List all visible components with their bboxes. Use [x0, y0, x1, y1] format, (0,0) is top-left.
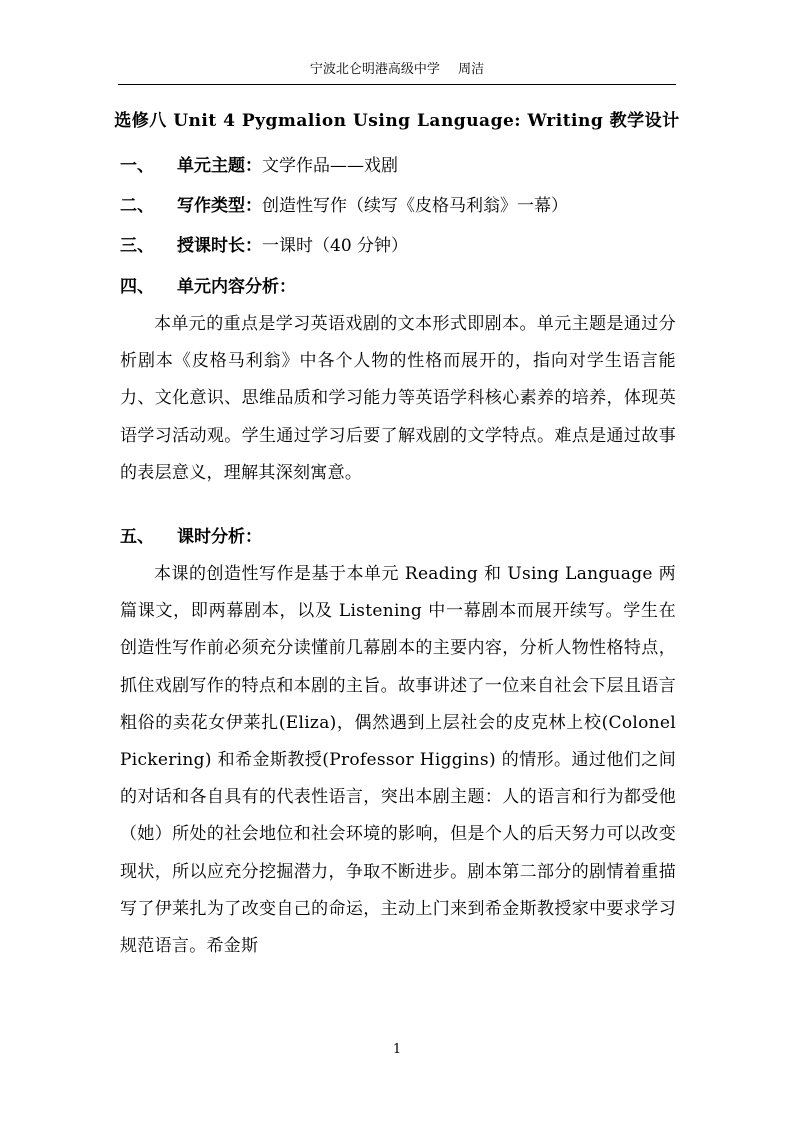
section-number: 四、	[120, 277, 154, 297]
section-number: 三、	[120, 236, 154, 256]
section-label: 课时分析：	[177, 527, 262, 547]
section-heading-5	[120, 522, 262, 547]
lesson-analysis-paragraph: 本课的创造性写作是基于本单元 Reading 和 Using Language 两篇课文，即两幕剧本，以及 Listening 中一幕剧本而展开续写。学生在创造性写作前必须充分读懂前几幕剧本的主要内容，分析人物性格特点，抓住戏剧写作的特点和本剧的主旨。故事讲述了一位来自社会下层且语言粗俗的卖花女伊莱扎(Eliza)，偶然遇到上层社会的皮克林上校(Colonel Pickering) 和希金斯教授(Professor Higgins) 的情形。通过他们之间的对话和各自具有的代表性语言，突出本剧主题：人的语言和行为都受他（她）所处的社会地位和社会环境的影响，但是个人的后天努力可以改变现状，所以应充分挖掘潜力，争取不断进步。剧本第二部分的剧情着重描写了伊莱扎为了改变自己的命运，主动上门来到希金斯教授家中要求学习规范语言。希金斯	[120, 564, 676, 957]
header-divider	[118, 84, 676, 85]
section-value: 文学作品——戏剧	[262, 156, 398, 176]
section-number: 二、	[120, 196, 154, 216]
section-value: 一课时（40 分钟）	[262, 236, 409, 256]
header-school: 宁波北仑明港高级中学	[309, 62, 440, 77]
unit-analysis-paragraph: 本单元的重点是学习英语戏剧的文本形式即剧本。单元主题是通过分析剧本《皮格马利翁》中各个人物的性格而展开的，指向对学生语言能力、文化意识、思维品质和学习能力等英语学科核心素养的培养，体现英语学习活动观。学生通过学习后要了解戏剧的文学特点。难点是通过故事的表层意义，理解其深刻寓意。	[120, 314, 676, 483]
header-author: 周洁	[458, 62, 485, 77]
section-heading-4	[120, 272, 296, 297]
section-number: 五、	[120, 527, 154, 547]
section-label: 单元主题：	[177, 156, 262, 176]
page-number: 1	[392, 1042, 402, 1057]
section-label: 写作类型：	[177, 196, 262, 216]
section-heading-3	[120, 231, 408, 256]
section-label: 单元内容分析：	[177, 277, 296, 297]
section-heading-2	[120, 191, 568, 216]
page-header	[0, 58, 794, 77]
section-label: 授课时长：	[177, 236, 262, 256]
document-title: 选修八 Unit 4 Pygmalion Using Language: Writing 教学设计	[114, 111, 680, 131]
section-heading-1	[120, 151, 398, 176]
section-value: 创造性写作（续写《皮格马利翁》一幕）	[262, 196, 568, 216]
section-number: 一、	[120, 156, 154, 176]
